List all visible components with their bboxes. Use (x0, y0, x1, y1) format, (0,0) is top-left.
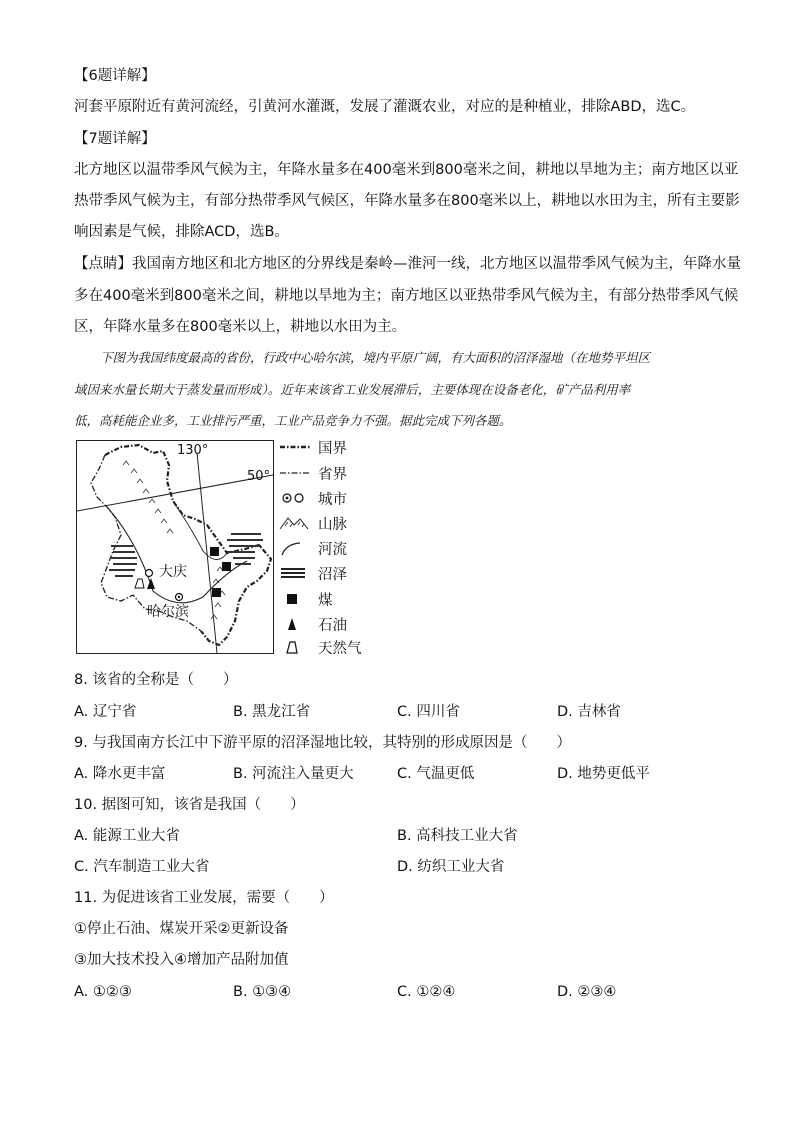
question-11-option-d[interactable]: D. ②③④ (557, 984, 617, 1000)
province-map-svg (77, 441, 273, 653)
section-6-text: 河套平原附近有黄河流经，引黄河水灌溉，发展了灌溉农业，对应的是种植业，排除ABD，选C。 (74, 99, 696, 115)
intro-text-1: 下图为我国纬度最高的省份，行政中心哈尔滨，境内平原广阔，有大面积的沼泽湿地（在地势平坦区 (100, 350, 651, 365)
legend-mountain: 山脉 (278, 512, 347, 534)
legend-national-border: 国界 (278, 436, 347, 458)
legend-swamp: 沼泽 (278, 562, 347, 584)
coal-mark-3 (212, 588, 221, 597)
question-9-stem: 9. 与我国南方长江中下游平原的沼泽湿地比较，其特别的形成原因是（ ） (74, 735, 571, 751)
section-6-heading: 【6题详解】 (74, 68, 156, 84)
question-11-stem: 11. 为促进该省工业发展，需要（ ） (74, 890, 334, 906)
legend-oil: 石油 (278, 613, 347, 635)
river-icon (278, 540, 312, 556)
coal-mark-1 (210, 547, 219, 556)
question-8-option-c[interactable]: C. 四川省 (397, 704, 460, 720)
city-icon (278, 490, 312, 506)
question-10-stem: 10. 据图可知，该省是我国（ ） (74, 797, 305, 813)
natural-gas-icon (278, 639, 312, 655)
question-9-option-c[interactable]: C. 气温更低 (397, 766, 475, 782)
question-11-statements-1: ①停止石油、煤炭开采②更新设备 (74, 921, 289, 937)
latitude-label: 50° (247, 469, 271, 484)
legend-coal: 煤 (278, 588, 333, 610)
province-map (76, 440, 274, 654)
coal-mark-2 (222, 562, 231, 571)
question-11-statements-2: ③加大技术投入④增加产品附加值 (74, 952, 289, 968)
intro-text-2: 域因来水量长期大于蒸发量而形成）。近年来该省工业发展滞后，主要体现在设备老化，矿产品利用率 (74, 382, 631, 397)
legend-natural-gas: 天然气 (278, 636, 362, 658)
section-7-heading: 【7题详解】 (74, 131, 156, 147)
section-7-text-1: 北方地区以温带季风气候为主，年降水量多在400毫米到800毫米之间，耕地以旱地为主；南方地区以亚 (74, 162, 739, 178)
section-7-text-3: 响因素是气候，排除ACD，选B。 (74, 224, 289, 240)
dianjing-text-2: 多在400毫米到800毫米之间，耕地以旱地为主；南方地区以亚热带季风气候为主，有部分热带季风气候 (74, 288, 739, 304)
coal-icon (278, 591, 312, 607)
question-11-option-c[interactable]: C. ①②④ (397, 984, 456, 1000)
swamp-icon (278, 565, 312, 581)
legend-provincial-border: 省界 (278, 462, 347, 484)
mountain-range (123, 461, 225, 619)
intro-text-3: 低，高耗能企业多，工业排污严重，工业产品竞争力不强。据此完成下列各题。 (74, 413, 512, 428)
question-11-option-b[interactable]: B. ①③④ (233, 984, 292, 1000)
legend-city: 城市 (278, 487, 347, 509)
question-10-option-a[interactable]: A. 能源工业大省 (74, 828, 180, 844)
question-8-option-b[interactable]: B. 黑龙江省 (233, 704, 311, 720)
longitude-label: 130° (177, 443, 209, 458)
question-11-option-a[interactable]: A. ①②③ (74, 984, 132, 1000)
section-7-text-2: 热带季风气候为主，有部分热带季风气候区，年降水量多在800毫米以上，耕地以水田为主，所有主要影 (74, 193, 740, 209)
legend-river: 河流 (278, 537, 347, 559)
question-8-option-a[interactable]: A. 辽宁省 (74, 704, 137, 720)
question-9-option-d[interactable]: D. 地势更低平 (557, 766, 650, 782)
question-8-stem: 8. 该省的全称是（ ） (74, 672, 238, 688)
oil-icon (278, 616, 312, 632)
oil-mark (147, 578, 155, 589)
national-border-icon (278, 439, 312, 455)
question-9-option-b[interactable]: B. 河流注入量更大 (233, 766, 354, 782)
city-daqing-dot (146, 570, 153, 577)
question-10-option-c[interactable]: C. 汽车制造工业大省 (74, 859, 210, 875)
city-daqing-label: 大庆 (159, 564, 187, 580)
city-harbin-label: 哈尔滨 (147, 604, 189, 620)
natural-gas-mark (135, 579, 144, 588)
question-10-option-d[interactable]: D. 纺织工业大省 (397, 859, 505, 875)
question-9-option-a[interactable]: A. 降水更丰富 (74, 766, 166, 782)
provincial-border-icon (278, 465, 312, 481)
dianjing-text-3: 区，年降水量多在800毫米以上，耕地以水田为主。 (74, 319, 407, 335)
question-10-option-b[interactable]: B. 高科技工业大省 (397, 828, 518, 844)
mountain-icon (278, 515, 312, 531)
dianjing-text-1: 【点睛】我国南方地区和北方地区的分界线是秦岭—淮河一线，北方地区以温带季风气候为主，年降水量 (74, 256, 741, 272)
question-8-option-d[interactable]: D. 吉林省 (557, 704, 621, 720)
